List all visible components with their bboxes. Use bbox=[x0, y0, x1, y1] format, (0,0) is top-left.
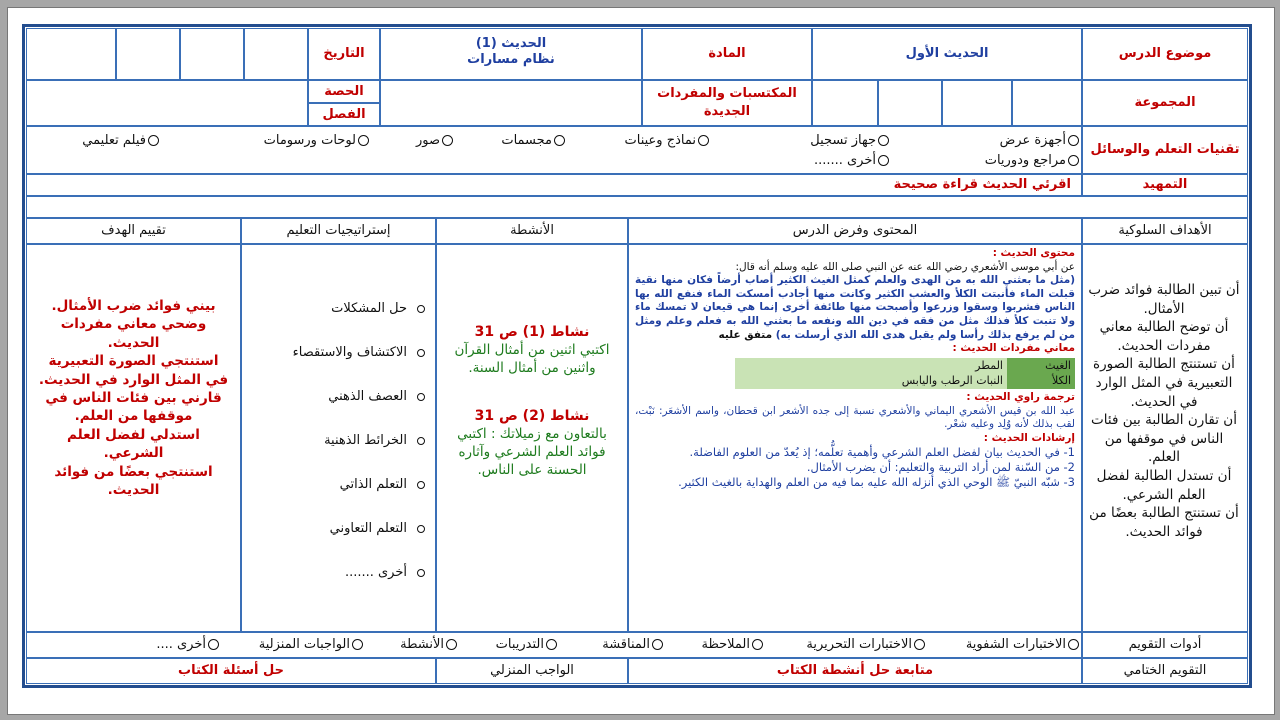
assessment-option[interactable]: الاختبارات الشفوية bbox=[966, 637, 1079, 652]
vocab-word: الغيث bbox=[1007, 358, 1075, 374]
objectives-list bbox=[1083, 245, 1247, 541]
assessment-option[interactable]: أخرى .... bbox=[156, 637, 219, 652]
period-label: الحصة bbox=[308, 80, 380, 103]
group-cell[interactable] bbox=[942, 80, 1012, 126]
radio-icon bbox=[1068, 639, 1079, 650]
vocab-title: معاني مفردات الحديث : bbox=[952, 342, 1075, 355]
evaluation-item: بيني فوائد ضرب الأمثال. bbox=[51, 298, 216, 314]
evaluation-list bbox=[27, 245, 240, 499]
tools-label: تقنيات التعلم والوسائل bbox=[1082, 126, 1248, 174]
strategy-item: حل المشكلات bbox=[331, 301, 425, 316]
radio-icon bbox=[554, 135, 565, 146]
strategies-cell bbox=[241, 244, 436, 632]
strategy-item: التعلم الذاتي bbox=[340, 477, 425, 492]
tool-option[interactable]: لوحات ورسومات bbox=[264, 133, 369, 148]
subject-value-line1: الحديث (1) bbox=[475, 36, 547, 51]
vocab-meaning: النبات الرطب واليابس bbox=[735, 373, 1007, 389]
assessment-option[interactable]: الأنشطة bbox=[400, 637, 457, 652]
vocab-cell[interactable] bbox=[380, 80, 642, 126]
date-cell[interactable] bbox=[180, 28, 244, 80]
strategies-header: إستراتيجيات التعليم bbox=[241, 218, 436, 244]
activities-list bbox=[437, 245, 627, 479]
tools-options bbox=[26, 126, 1082, 174]
homework-value: حل أسئلة الكتاب bbox=[26, 658, 436, 684]
lesson-topic-label: موضوع الدرس bbox=[1082, 28, 1248, 80]
subject-label: المادة bbox=[642, 28, 812, 80]
bullet-icon bbox=[417, 305, 425, 313]
bullet-icon bbox=[417, 481, 425, 489]
radio-icon bbox=[208, 639, 219, 650]
narrator-title: ترجمة راوي الحديث : bbox=[966, 390, 1075, 403]
activities-header: الأنشطة bbox=[436, 218, 628, 244]
group-label: المجموعة bbox=[1082, 80, 1248, 126]
objective-item: أن تقارن الطالبة بين فئات الناس في موقفها من العلم. bbox=[1091, 412, 1237, 466]
group-cell[interactable] bbox=[812, 80, 878, 126]
radio-icon bbox=[148, 135, 159, 146]
strategy-item: الاكتشاف والاستقصاء bbox=[293, 345, 425, 360]
empty-row bbox=[26, 196, 1248, 218]
class-label: الفصل bbox=[308, 103, 380, 126]
guidance-item: 2- من السّنة لمن أراد التربية والتعليم: أن يضرب الأمثال. bbox=[806, 460, 1075, 475]
assessment-option[interactable]: الملاحظة bbox=[701, 637, 763, 652]
activity-text: بالتعاون مع زميلاتك : اكتبي فوائد العلم الشرعي وآثاره الحسنة على الناس. bbox=[457, 426, 607, 478]
assessment-options bbox=[26, 632, 1082, 658]
radio-icon bbox=[914, 639, 925, 650]
radio-icon bbox=[358, 135, 369, 146]
date-cell[interactable] bbox=[26, 28, 116, 80]
tool-option[interactable]: مجسمات bbox=[501, 133, 565, 148]
tool-option[interactable]: فيلم تعليمي bbox=[82, 133, 159, 148]
vocab-row bbox=[735, 373, 1075, 389]
bullet-icon bbox=[417, 393, 425, 401]
date-cell[interactable] bbox=[244, 28, 308, 80]
activities-cell bbox=[436, 244, 628, 632]
radio-icon bbox=[878, 135, 889, 146]
assessment-option[interactable]: الواجبات المنزلية bbox=[259, 637, 363, 652]
guidance-item: 1- في الحديث بيان لفضل العلم الشرعي وأهمية تعلُّمه؛ إذ يُعدّ من العلوم الفاضلة. bbox=[689, 445, 1075, 460]
tool-option[interactable]: صور bbox=[416, 133, 453, 148]
radio-icon bbox=[546, 639, 557, 650]
bullet-icon bbox=[417, 569, 425, 577]
objective-item: أن تبين الطالبة فوائد ضرب الأمثال. bbox=[1088, 282, 1240, 317]
radio-icon bbox=[878, 155, 889, 166]
tool-option[interactable]: نماذج وعينات bbox=[625, 133, 710, 148]
radio-icon bbox=[352, 639, 363, 650]
assessment-option[interactable]: الاختبارات التحريرية bbox=[806, 637, 925, 652]
tool-option[interactable]: أجهزة عرض bbox=[1000, 133, 1079, 148]
content-cell bbox=[628, 244, 1082, 632]
vocab-meaning: المطر bbox=[735, 358, 1007, 374]
radio-icon bbox=[442, 135, 453, 146]
radio-icon bbox=[652, 639, 663, 650]
evaluation-header: تقييم الهدف bbox=[26, 218, 241, 244]
activity-text: اكتبي اثنين من أمثال القرآن واثنين من أمثال السنة. bbox=[454, 342, 610, 376]
group-cell[interactable] bbox=[878, 80, 942, 126]
evaluation-item: قارني بين فئات الناس في موقفها من العلم. bbox=[45, 390, 222, 425]
radio-icon bbox=[1068, 155, 1079, 166]
final-value: متابعة حل أنشطة الكتاب bbox=[628, 658, 1082, 684]
activity-title: نشاط (2) ص 31 bbox=[474, 408, 590, 424]
radio-icon bbox=[752, 639, 763, 650]
subject-value-line2: نظام مسارات bbox=[467, 52, 555, 67]
radio-icon bbox=[698, 135, 709, 146]
objective-item: أن توضح الطالبة معاني مفردات الحديث. bbox=[1099, 319, 1229, 354]
intro-value: اقرئي الحديث قراءة صحيحة bbox=[26, 174, 1082, 196]
radio-icon bbox=[1068, 135, 1079, 146]
lesson-plan-form bbox=[26, 28, 1248, 684]
strategy-item: العصف الذهني bbox=[328, 389, 425, 404]
content-header: المحتوى وفرض الدرس bbox=[628, 218, 1082, 244]
evaluation-item: وضحي معاني مفردات الحديث. bbox=[60, 316, 207, 351]
group-cell[interactable] bbox=[1012, 80, 1082, 126]
strategy-item: أخرى ....... bbox=[345, 565, 425, 580]
content-body bbox=[629, 245, 1081, 490]
tool-option[interactable]: أخرى ....... bbox=[814, 153, 889, 168]
objectives-header: الأهداف السلوكية bbox=[1082, 218, 1248, 244]
assessment-option[interactable]: التدريبات bbox=[496, 637, 557, 652]
bullet-icon bbox=[417, 437, 425, 445]
guidance-item: 3- شبّه النبيّ ﷺ الوحي الذي أنزله الله عليه بما فيه من العلم والهداية بالغيث الكثير. bbox=[678, 475, 1075, 490]
hadith-intro: عن أبي موسى الأشعري رضي الله عنه عن النبي صلى الله عليه وسلم أنه قال: bbox=[735, 260, 1075, 273]
evaluation-item: استدلي لفضل العلم الشرعي. bbox=[67, 426, 200, 462]
narrator-text: عبد الله بن قيس الأشعري اليماني والأشعري نسبة إلى جده الأشعر ابن قحطان، واسم الأشعَر: نَبْت، لقب بذلك لأنه وُلِد وعليه شعْر. bbox=[635, 404, 1075, 431]
bullet-icon bbox=[417, 349, 425, 357]
activity-title: نشاط (1) ص 31 bbox=[474, 324, 590, 340]
strategy-item: التعلم التعاوني bbox=[330, 521, 425, 536]
hadith-title: محتوى الحديث : bbox=[992, 247, 1075, 259]
subject-value bbox=[380, 28, 642, 80]
evaluation-cell bbox=[26, 244, 241, 632]
lesson-topic-value: الحديث الأول bbox=[812, 28, 1082, 80]
tool-option[interactable]: جهاز تسجيل bbox=[810, 133, 889, 148]
date-label: التاريخ bbox=[308, 28, 380, 80]
assessment-option[interactable]: المناقشة bbox=[602, 637, 663, 652]
period-class-cell[interactable] bbox=[26, 80, 308, 126]
vocab-word: الكلأ bbox=[1007, 373, 1075, 389]
assessment-label: أدوات التقويم bbox=[1082, 632, 1248, 658]
date-cell[interactable] bbox=[116, 28, 180, 80]
vocab-label: المكتسبات والمفردات الجديدة bbox=[642, 80, 812, 126]
objective-item: أن تستنتج الطالبة بعضًا من فوائد الحديث. bbox=[1089, 505, 1239, 540]
vocab-table bbox=[735, 358, 1075, 389]
final-label: التقويم الختامي bbox=[1082, 658, 1248, 684]
strategy-item: الخرائط الذهنية bbox=[324, 433, 425, 448]
radio-icon bbox=[446, 639, 457, 650]
evaluation-item: استنتجي بعضًا من فوائد الحديث. bbox=[54, 463, 213, 499]
vocab-row bbox=[735, 358, 1075, 374]
guidance-title: إرشادات الحديث : bbox=[983, 431, 1075, 444]
evaluation-item: استنتجي الصورة التعبيرية في المثل الوارد في الحديث. bbox=[38, 353, 229, 388]
bullet-icon bbox=[417, 525, 425, 533]
tool-option[interactable]: مراجع ودوريات bbox=[985, 153, 1079, 168]
objective-item: أن تستدل الطالبة لفضل العلم الشرعي. bbox=[1096, 467, 1232, 503]
hadith-text: (مثل ما بعثني الله به من الهدى والعلم كمثل الغيث الكثير أصاب أرضاً فكان منها نقية قبلت الماء فأنبتت الكلأ والعشب الكثير وكانت منها أجادب أمسكت الماء فنفع الله بها الناس فشربوا وسقوا وزرعوا وأصبحت منها طائفة أخرى إنما هي قيعان لا تمسك ماء ولا تنبت كلأ فذلك مثل من فقه في دين الله ونفعه ما بعثني الله به فعلم وعلم ومثل من لم يرفع بذلك رأسا ولم يقبل هدى الله الذي أرسلت به) متفق عليه bbox=[635, 274, 1075, 341]
homework-label: الواجب المنزلي bbox=[436, 658, 628, 684]
intro-label: التمهيد bbox=[1082, 174, 1248, 196]
objective-item: أن تستنتج الطالبة الصورة التعبيرية في المثل الوارد في الحديث. bbox=[1093, 356, 1235, 410]
strategies-list bbox=[245, 245, 425, 632]
objectives-cell bbox=[1082, 244, 1248, 632]
